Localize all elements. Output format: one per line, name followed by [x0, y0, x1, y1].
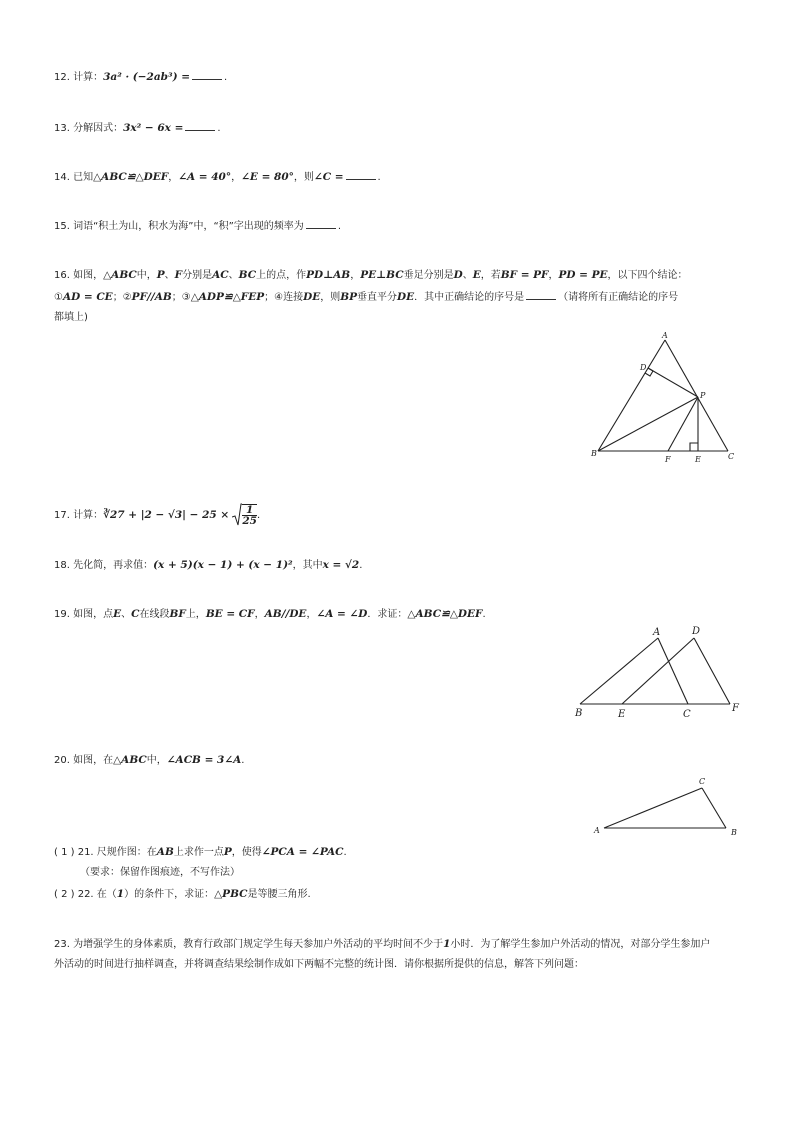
q17-denominator: 25: [242, 515, 257, 527]
label-b: B: [591, 449, 597, 458]
q14-sep2: ，: [231, 172, 242, 183]
question-14: [54, 170, 381, 185]
q19-text: 、: [121, 609, 132, 620]
q12-answer-blank: [192, 70, 222, 80]
label-f: F: [665, 455, 671, 464]
q22-math: △PBC: [214, 888, 248, 900]
q16-math: F: [174, 269, 183, 281]
q18-suffix: .: [359, 560, 363, 571]
q16-text: ；②: [112, 292, 132, 303]
q16-math: PD = PE: [558, 269, 608, 281]
segment-ab: [598, 340, 665, 451]
question-15: [54, 219, 341, 234]
q23-math: 1: [443, 938, 451, 950]
label-e: E: [618, 709, 626, 720]
q14-prefix: 14. 已知: [54, 172, 94, 183]
q16-text: ，: [548, 270, 559, 281]
q19-text: .: [482, 609, 486, 620]
q16-text: ，: [350, 270, 361, 281]
q21-text: ，使得: [231, 847, 262, 858]
q22-text: ）的条件下，求证：: [124, 889, 215, 900]
q16-text: 分别是: [182, 270, 213, 281]
q20-text: 20. 如图，在: [54, 755, 114, 766]
question-16-line-3: 都填上): [54, 312, 88, 323]
question-18: [54, 558, 362, 573]
label-a: A: [662, 331, 668, 340]
segment-df: [694, 638, 730, 704]
q16-text: （请将所有正确结论的序号: [558, 292, 679, 303]
q16-text: ，则: [320, 292, 341, 303]
q16-text: 上的点，作: [256, 270, 307, 281]
label-e: E: [695, 455, 701, 464]
q16-text: 、: [164, 270, 175, 281]
q19-math: BE = CF: [205, 608, 255, 620]
q16-math: BF = PF: [500, 269, 549, 281]
label-b: B: [575, 708, 583, 719]
q16-math: PF//AB: [131, 291, 172, 303]
question-12: [54, 70, 227, 85]
q16-text: 中，: [136, 270, 157, 281]
q16-triangle-figure: [588, 328, 748, 468]
label-d: D: [640, 363, 647, 372]
q14-expr3: ∠E = 80°: [241, 171, 294, 183]
q23-text: 小时．为了解学生参加户外活动的情况，对部分学生参加户: [450, 939, 711, 950]
q21-math: P: [223, 846, 232, 858]
q20-text: 中，: [146, 755, 167, 766]
q19-triangles-figure: [570, 622, 750, 722]
q16-text: 垂直平分: [357, 292, 397, 303]
q15-suffix: .: [337, 221, 341, 232]
label-b: B: [731, 828, 737, 837]
q22-math: 1: [116, 888, 125, 900]
q16-math: PE⊥BC: [360, 269, 404, 281]
q19-text: 19. 如图，点: [54, 609, 114, 620]
q12-prefix: 12. 计算：: [54, 72, 104, 83]
label-c: C: [699, 777, 706, 786]
q19-text: 上，: [185, 609, 206, 620]
q12-expression: 3a² · (−2ab³) =: [103, 71, 191, 83]
q21-text: 上求作一点: [173, 847, 224, 858]
q13-answer-blank: [185, 121, 215, 131]
q15-text: 15. 词语“积土为山，积水为海”中，“积”字出现的频率为: [54, 221, 304, 232]
label-c: C: [683, 709, 691, 720]
q19-text: ，: [306, 609, 317, 620]
question-19: [54, 607, 486, 622]
q20-triangle-figure: [588, 772, 743, 842]
q16-math: BC: [238, 269, 257, 281]
q14-sep3: ，则: [293, 172, 314, 183]
q18-condition: x = √2: [322, 559, 360, 571]
q17-expression: ∛27 + |2 − √3| − 25 ×: [103, 509, 230, 521]
question-22: [54, 887, 311, 902]
label-c: C: [728, 452, 735, 461]
q16-math: P: [156, 269, 165, 281]
q13-prefix: 13. 分解因式：: [54, 123, 124, 134]
q19-text: ．求证：: [367, 609, 408, 620]
q21-math: ∠PCA = ∠PAC: [261, 846, 344, 858]
q16-text: ，以下四个结论：: [607, 270, 688, 281]
q14-answer-blank: [346, 170, 376, 180]
q16-math: AD = CE: [62, 291, 113, 303]
q17-numerator: 1: [242, 505, 257, 516]
question-16-line-2: [54, 290, 678, 305]
q16-text: ，若: [480, 270, 501, 281]
q16-text: ①: [54, 292, 63, 303]
q16-text: 16. 如图，: [54, 270, 104, 281]
q16-text: 、: [462, 270, 473, 281]
q13-suffix: .: [217, 123, 221, 134]
question-21-note: （要求：保留作图痕迹，不写作法）: [80, 867, 240, 878]
q16-math: E: [472, 269, 481, 281]
q16-answer-blank: [526, 290, 556, 300]
q21-text: .: [343, 847, 347, 858]
q14-expr2: ∠A = 40°: [178, 171, 232, 183]
q16-text: 垂足分别是: [403, 270, 454, 281]
q19-text: 在线段: [139, 609, 170, 620]
q21-text: ( 1 ) 21. 尺规作图：在: [54, 847, 157, 858]
q16-math: PD⊥AB: [306, 269, 351, 281]
q18-text: ，其中: [292, 560, 323, 571]
q17-fraction: [242, 504, 257, 526]
q14-expr1: △ABC≌△DEF: [93, 171, 169, 183]
q17-prefix: 17. 计算：: [54, 510, 104, 521]
q16-math: DE: [303, 291, 321, 303]
q21-math: AB: [156, 846, 174, 858]
segment-ac: [604, 788, 702, 828]
question-20: [54, 753, 244, 768]
q19-math: C: [131, 608, 140, 620]
q12-suffix: .: [224, 72, 228, 83]
q19-math: E: [113, 608, 122, 620]
q13-expression: 3x² − 6x =: [123, 122, 184, 134]
q18-prefix: 18. 先化简，再求值：: [54, 560, 154, 571]
q22-text: 是等腰三角形.: [247, 889, 311, 900]
q16-math: BP: [340, 291, 357, 303]
question-21: [54, 845, 347, 860]
q16-math: AC: [212, 269, 229, 281]
question-13: [54, 121, 221, 136]
label-a: A: [653, 627, 661, 638]
q14-suffix: .: [377, 172, 381, 183]
question-23-line-1: [54, 937, 710, 952]
sqrt-icon: [232, 503, 242, 527]
q20-math: △ABC: [113, 754, 147, 766]
q17-suffix: .: [256, 510, 261, 521]
q18-expression: (x + 5)(x − 1) + (x − 1)²: [153, 559, 293, 571]
label-a: A: [594, 826, 600, 835]
q16-math: △ABC: [103, 269, 137, 281]
q16-text: ；③: [171, 292, 191, 303]
q19-math: △ABC≌△DEF: [407, 608, 483, 620]
q16-math: DE: [397, 291, 415, 303]
q19-math: ∠A = ∠D: [316, 608, 368, 620]
segment-ab: [580, 638, 658, 704]
q16-text: ；④连接: [264, 292, 304, 303]
q15-answer-blank: [306, 219, 336, 229]
q16-text: 、: [228, 270, 239, 281]
right-angle-mark-e: [690, 443, 698, 451]
question-23-line-2: 外活动的时间进行抽样调查，并将调查结果绘制作成如下两幅不完整的统计图．请你根据所提供的信息，解答下列问题：: [54, 959, 584, 970]
q14-sep1: ，: [168, 172, 179, 183]
q20-text: .: [241, 755, 245, 766]
label-f: F: [732, 703, 739, 714]
q16-math: D: [453, 269, 463, 281]
segment-pd: [648, 368, 698, 397]
q20-math: ∠ACB = 3∠A: [166, 754, 242, 766]
q19-math: BF: [169, 608, 186, 620]
q19-text: ，: [254, 609, 265, 620]
q22-text: ( 2 ) 22. 在（: [54, 889, 117, 900]
q16-math: △ADP≌△FEP: [190, 291, 265, 303]
question-17: [54, 503, 260, 527]
q23-text: 23. 为增强学生的身体素质，教育行政部门规定学生每天参加户外活动的平均时间不少于: [54, 939, 444, 950]
label-d: D: [692, 626, 701, 637]
q19-math: AB//DE: [264, 608, 307, 620]
question-16-line-1: [54, 268, 688, 283]
segment-cb: [702, 788, 726, 828]
label-p: P: [700, 391, 706, 400]
q14-expr4: ∠C =: [313, 171, 344, 183]
q16-text: ．其中正确结论的序号是: [414, 292, 525, 303]
